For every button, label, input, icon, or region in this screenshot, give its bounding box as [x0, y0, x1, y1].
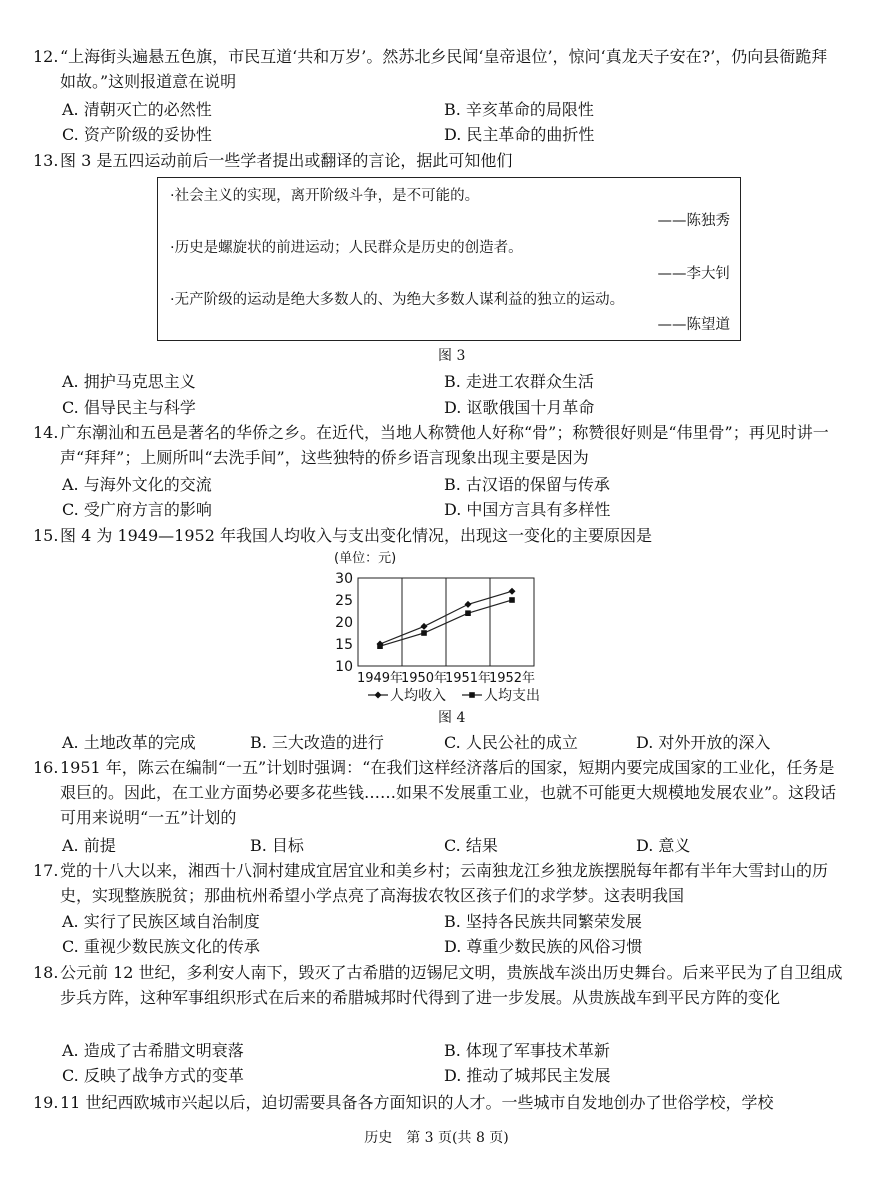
option-c: C. 资产阶级的妥协性	[62, 125, 212, 144]
option-a: A. 与海外文化的交流	[62, 475, 212, 494]
option-c: C. 受广府方言的影响	[62, 500, 212, 519]
option-a: A. 前提	[62, 836, 116, 855]
option-b: B. 三大改造的进行	[250, 733, 384, 752]
y-tick-label: 25	[335, 593, 353, 609]
question-number: 15.	[33, 526, 59, 545]
y-tick-label: 15	[335, 637, 353, 653]
data-point-diamond	[509, 588, 516, 595]
quote-3: ·无产阶级的运动是绝大多数人的、为绝大多数人谋利益的独立的运动。	[170, 292, 625, 308]
option-b: B. 走进工农群众生活	[444, 372, 594, 391]
option-d: D. 中国方言具有多样性	[444, 500, 611, 519]
option-c: C. 重视少数民族文化的传承	[62, 937, 260, 956]
question-text: 图 4 为 1949—1952 年我国人均收入与支出变化情况，出现这一变化的主要原因是	[60, 526, 652, 545]
option-d: D. 讴歌俄国十月革命	[444, 398, 595, 417]
option-a: A. 土地改革的完成	[62, 733, 196, 752]
option-d: D. 推动了城邦民主发展	[444, 1066, 611, 1085]
option-d: D. 民主革命的曲折性	[444, 125, 595, 144]
question-number: 19.	[33, 1093, 59, 1112]
question-number: 12.	[33, 47, 59, 66]
question-text: 11 世纪西欧城市兴起以后，迫切需要具备各方面知识的人才。一些城市自发地创办了世俗学校，学校	[60, 1093, 774, 1112]
question-13	[33, 148, 843, 173]
question-text: 公元前 12 世纪，多利安人南下，毁灭了古希腊的迈锡尼文明，贵族战车淡出历史舞台。后来平民为了自卫组成步兵方阵，这种军事组织形式在后来的希腊城邦时代得到了进一步发展。从贵族战车到平民方阵的变化	[60, 963, 843, 1007]
option-d: D. 尊重少数民族的风俗习惯	[444, 937, 643, 956]
data-point-diamond	[465, 601, 472, 608]
data-point-square	[465, 610, 471, 616]
question-17	[33, 858, 843, 908]
data-point-square	[509, 597, 515, 603]
option-b: B. 古汉语的保留与传承	[444, 475, 610, 494]
option-b: B. 辛亥革命的局限性	[444, 100, 594, 119]
x-tick-label: 1950年	[400, 671, 448, 686]
y-tick-label: 10	[335, 659, 353, 675]
question-number: 17.	[33, 861, 59, 880]
question-text: 图 3 是五四运动前后一些学者提出或翻译的言论，据此可知他们	[60, 151, 513, 170]
legend-marker-square	[469, 692, 475, 698]
page-footer: 历史 第 3 页(共 8 页)	[364, 1130, 509, 1146]
option-b: B. 目标	[250, 836, 304, 855]
y-tick-label: 20	[335, 615, 353, 631]
x-tick-label: 1951年	[444, 671, 492, 686]
option-b: B. 体现了军事技术革新	[444, 1041, 610, 1060]
data-point-square	[377, 643, 383, 649]
y-tick-label: 30	[335, 571, 353, 587]
question-15	[33, 523, 843, 548]
option-c: C. 人民公社的成立	[444, 733, 578, 752]
question-18	[33, 960, 843, 1010]
question-number: 14.	[33, 423, 59, 442]
question-14	[33, 420, 843, 470]
legend-label-2: 人均支出	[484, 688, 540, 704]
option-c: C. 倡导民主与科学	[62, 398, 196, 417]
option-c: C. 结果	[444, 836, 498, 855]
question-text: 1951 年，陈云在编制“一五”计划时强调：“在我们这样经济落后的国家，短期内要完成国家的工业化，任务是艰巨的。因此，在工业方面势必要多花些钱……如果不发展重工业，也就不可能更大规模地发展农业”。这段话可用来说明“一五”计划的	[60, 758, 837, 827]
option-d: D. 意义	[636, 836, 691, 855]
option-a: A. 拥护马克思主义	[62, 372, 196, 391]
question-text: 广东潮汕和五邑是著名的华侨之乡。在近代，当地人称赞他人好称“骨”；称赞很好则是“伟里骨”；再见时讲一声“拜拜”；上厕所叫“去洗手间”，这些独特的侨乡语言现象出现主要是因为	[60, 423, 829, 467]
y-axis-unit-label: (单位：元)	[334, 551, 397, 566]
quote-1-author: ——陈独秀	[657, 213, 730, 229]
legend-label-1: 人均收入	[390, 688, 446, 704]
question-number: 16.	[33, 758, 59, 777]
question-19	[33, 1090, 843, 1116]
quote-2: ·历史是螺旋状的前进运动；人民群众是历史的创造者。	[170, 240, 523, 256]
question-text: 党的十八大以来，湘西十八洞村建成宜居宜业和美乡村；云南独龙江乡独龙族摆脱每年都有半年大雪封山的历史，实现整族脱贫；那曲杭州希望小学点亮了高海拔农牧区孩子们的求学梦。这表明我国	[60, 861, 829, 905]
question-12	[33, 44, 843, 94]
x-tick-label: 1952年	[488, 671, 536, 686]
option-a: A. 造成了古希腊文明衰落	[62, 1041, 244, 1060]
figure-4-caption: 图 4	[438, 710, 466, 726]
figure-3-caption: 图 3	[438, 348, 466, 364]
question-number: 18.	[33, 963, 59, 982]
figure-3-quote-box	[157, 177, 741, 341]
legend-marker-diamond	[375, 692, 382, 699]
quote-3-author: ——陈望道	[657, 317, 730, 333]
plot-area	[335, 571, 540, 704]
question-number: 13.	[33, 151, 59, 170]
option-b: B. 坚持各民族共同繁荣发展	[444, 912, 642, 931]
figure-4-line-chart	[320, 546, 580, 712]
option-a: A. 实行了民族区域自治制度	[62, 912, 260, 931]
data-point-diamond	[421, 623, 428, 630]
data-point-square	[421, 630, 427, 636]
quote-1: ·社会主义的实现，离开阶级斗争，是不可能的。	[170, 188, 480, 204]
quote-2-author: ——李大钊	[657, 266, 730, 282]
question-16	[33, 755, 843, 830]
x-tick-label: 1949年	[356, 671, 404, 686]
option-a: A. 清朝灭亡的必然性	[62, 100, 212, 119]
question-text: “上海街头遍悬五色旗，市民互道‘共和万岁’。然苏北乡民闻‘皇帝退位’，惊问‘真龙天子安在?’，仍向县衙跪拜如故。”这则报道意在说明	[60, 47, 828, 91]
option-c: C. 反映了战争方式的变革	[62, 1066, 244, 1085]
option-d: D. 对外开放的深入	[636, 733, 771, 752]
